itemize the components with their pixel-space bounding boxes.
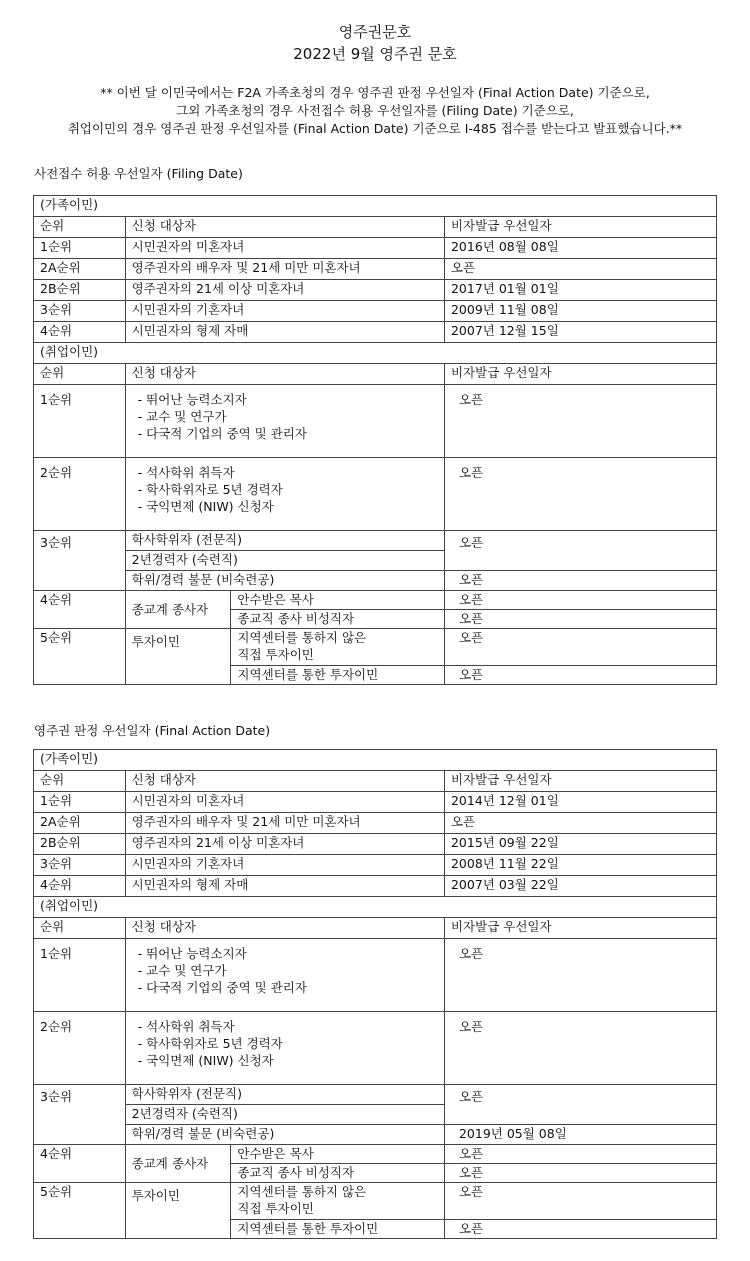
table-row [34, 771, 717, 792]
page-subtitle: 2022년 9월 영주권 문호 [293, 45, 457, 63]
date-cell: 오픈 [444, 1012, 716, 1085]
date-cell: 오픈 [444, 1183, 716, 1220]
list-item: 직접 투자이민 [237, 647, 314, 662]
rank-cell: 5순위 [34, 1183, 126, 1239]
table-row [34, 1085, 717, 1105]
table-final-action-date [33, 749, 717, 1239]
applicant-cell: 종교직 종사 비성직자 [231, 610, 445, 629]
table-row [34, 897, 717, 918]
applicant-list [125, 1012, 444, 1085]
applicant-cell: 시민권자의 기혼자녀 [125, 855, 444, 876]
table-row [34, 1012, 717, 1085]
col-rank-header: 순위 [34, 771, 126, 792]
applicant-cell: 영주권자의 21세 이상 미혼자녀 [125, 280, 444, 301]
table-row [34, 301, 717, 322]
date-cell: 2017년 01월 01일 [444, 280, 716, 301]
list-item: 직접 투자이민 [237, 1201, 314, 1216]
rank-cell: 2B순위 [34, 280, 126, 301]
date-cell: 오픈 [444, 1145, 716, 1164]
notice-line: 그외 가족초청의 경우 사전접수 허용 우선일자를 (Filing Date) 기준으로, [176, 103, 574, 118]
applicant-cell: 영주권자의 배우자 및 21세 미만 미혼자녀 [125, 813, 444, 834]
page-title: 영주권문호 [338, 23, 412, 41]
applicant-cell: 시민권자의 형제 자매 [125, 322, 444, 343]
applicant-cell: 시민권자의 형제 자매 [125, 876, 444, 897]
rank-cell: 4순위 [34, 1145, 126, 1183]
list-item: - 다국적 기업의 중역 및 관리자 [137, 426, 307, 441]
list-item: - 뛰어난 능력소지자 [137, 946, 247, 961]
date-cell: 오픈 [444, 1085, 716, 1125]
table-row [34, 1183, 717, 1220]
applicant-cell: 종교직 종사 비성직자 [231, 1164, 445, 1183]
table-row [34, 591, 717, 610]
applicant-cell: 안수받은 목사 [231, 1145, 445, 1164]
applicant-cell: 시민권자의 미혼자녀 [125, 792, 444, 813]
date-cell: 2015년 09월 22일 [444, 834, 716, 855]
applicant-cell: 지역센터를 통한 투자이민 [231, 1220, 445, 1239]
table-filing-date [33, 195, 717, 685]
rank-cell: 3순위 [34, 531, 126, 591]
date-cell: 오픈 [444, 1220, 716, 1239]
list-item: - 뛰어난 능력소지자 [137, 392, 247, 407]
employment-label: (취업이민) [34, 343, 717, 364]
list-item: - 교수 및 연구가 [137, 963, 227, 978]
table-row [34, 834, 717, 855]
rank-cell: 1순위 [34, 792, 126, 813]
col-applicant-header: 신청 대상자 [125, 771, 444, 792]
list-item: 지역센터를 통하지 않은 [237, 1184, 367, 1199]
date-cell: 오픈 [444, 458, 716, 531]
col-applicant-header: 신청 대상자 [125, 364, 444, 385]
notice-line: ** 이번 달 이민국에서는 F2A 가족초청의 경우 영주권 판정 우선일자 (Final Action Date) 기준으로, [100, 85, 650, 100]
rank-cell: 2순위 [34, 458, 126, 531]
family-label: (가족이민) [34, 196, 717, 217]
rank-cell: 1순위 [34, 939, 126, 1012]
col-rank-header: 순위 [34, 918, 126, 939]
list-item: - 학사학위자로 5년 경력자 [137, 482, 283, 497]
date-cell: 오픈 [444, 813, 716, 834]
list-item: - 석사학위 취득자 [137, 465, 235, 480]
rank-cell: 4순위 [34, 322, 126, 343]
table-row [34, 855, 717, 876]
table-row [34, 385, 717, 458]
list-item: - 국익면제 (NIW) 신청자 [137, 499, 274, 514]
table-row [34, 280, 717, 301]
section-heading-final: 영주권 판정 우선일자 (Final Action Date) [34, 723, 271, 738]
applicant-list [231, 629, 445, 666]
table-row [34, 458, 717, 531]
date-cell: 오픈 [444, 591, 716, 610]
rank-cell: 3순위 [34, 301, 126, 322]
col-date-header: 비자발급 우선일자 [444, 217, 716, 238]
table-row [34, 939, 717, 1012]
table-row [34, 238, 717, 259]
table-row [34, 629, 717, 666]
section-heading-filing: 사전접수 허용 우선일자 (Filing Date) [34, 166, 243, 181]
date-cell: 오픈 [444, 666, 716, 685]
date-cell: 2014년 12월 01일 [444, 792, 716, 813]
date-cell: 오픈 [444, 259, 716, 280]
col-rank-header: 순위 [34, 364, 126, 385]
list-item: - 석사학위 취득자 [137, 1019, 235, 1034]
applicant-list [125, 385, 444, 458]
applicant-cell: 2년경력자 (숙련직) [125, 1105, 444, 1125]
applicant-cell: 학사학위자 (전문직) [125, 1085, 444, 1105]
rank-cell: 1순위 [34, 238, 126, 259]
date-cell: 오픈 [444, 1164, 716, 1183]
rank-cell: 1순위 [34, 385, 126, 458]
date-cell: 오픈 [444, 610, 716, 629]
col-date-header: 비자발급 우선일자 [444, 771, 716, 792]
date-cell: 2008년 11월 22일 [444, 855, 716, 876]
table-row [34, 343, 717, 364]
col-date-header: 비자발급 우선일자 [444, 364, 716, 385]
applicant-list [231, 1183, 445, 1220]
table-row [34, 531, 717, 551]
list-item: - 교수 및 연구가 [137, 409, 227, 424]
applicant-cell: 시민권자의 미혼자녀 [125, 238, 444, 259]
date-cell: 오픈 [444, 629, 716, 666]
notice-line: 취업이민의 경우 영주권 판정 우선일자를 (Final Action Date) 기준으로 I-485 접수를 받는다고 발표했습니다.** [67, 121, 683, 136]
table-row [34, 196, 717, 217]
list-item: - 다국적 기업의 중역 및 관리자 [137, 980, 307, 995]
applicant-cell: 2년경력자 (숙련직) [125, 551, 444, 571]
date-cell: 2016년 08월 08일 [444, 238, 716, 259]
group-cell: 종교계 종사자 [125, 591, 231, 629]
rank-cell: 4순위 [34, 591, 126, 629]
rank-cell: 2B순위 [34, 834, 126, 855]
group-cell: 종교계 종사자 [125, 1145, 231, 1183]
date-cell: 오픈 [444, 571, 716, 591]
col-rank-header: 순위 [34, 217, 126, 238]
employment-label: (취업이민) [34, 897, 717, 918]
date-cell: 2019년 05월 08일 [444, 1125, 716, 1145]
table-row [34, 259, 717, 280]
rank-cell: 3순위 [34, 1085, 126, 1145]
applicant-cell: 영주권자의 배우자 및 21세 미만 미혼자녀 [125, 259, 444, 280]
date-cell: 2007년 12월 15일 [444, 322, 716, 343]
applicant-cell: 안수받은 목사 [231, 591, 445, 610]
table-row [34, 813, 717, 834]
notice [0, 84, 750, 138]
date-cell: 오픈 [444, 939, 716, 1012]
group-cell: 투자이민 [125, 1183, 231, 1239]
col-applicant-header: 신청 대상자 [125, 217, 444, 238]
table-row [34, 322, 717, 343]
col-applicant-header: 신청 대상자 [125, 918, 444, 939]
date-cell: 2007년 03월 22일 [444, 876, 716, 897]
applicant-cell: 학위/경력 불문 (비숙련공) [125, 1125, 444, 1145]
rank-cell: 3순위 [34, 855, 126, 876]
rank-cell: 2순위 [34, 1012, 126, 1085]
col-date-header: 비자발급 우선일자 [444, 918, 716, 939]
applicant-cell: 지역센터를 통한 투자이민 [231, 666, 445, 685]
list-item: 지역센터를 통하지 않은 [237, 630, 367, 645]
rank-cell: 2A순위 [34, 259, 126, 280]
applicant-cell: 학위/경력 불문 (비숙련공) [125, 571, 444, 591]
family-label: (가족이민) [34, 750, 717, 771]
applicant-cell: 학사학위자 (전문직) [125, 531, 444, 551]
rank-cell: 2A순위 [34, 813, 126, 834]
date-cell: 오픈 [444, 531, 716, 571]
table-row [34, 364, 717, 385]
table-row [34, 1125, 717, 1145]
applicant-list [125, 939, 444, 1012]
table-row [34, 792, 717, 813]
date-cell: 2009년 11월 08일 [444, 301, 716, 322]
table-row [34, 876, 717, 897]
table-row [34, 918, 717, 939]
table-row [34, 571, 717, 591]
list-item: - 학사학위자로 5년 경력자 [137, 1036, 283, 1051]
applicant-cell: 영주권자의 21세 이상 미혼자녀 [125, 834, 444, 855]
group-cell: 투자이민 [125, 629, 231, 685]
applicant-cell: 시민권자의 기혼자녀 [125, 301, 444, 322]
table-row [34, 217, 717, 238]
table-row [34, 1145, 717, 1164]
rank-cell: 4순위 [34, 876, 126, 897]
date-cell: 오픈 [444, 385, 716, 458]
table-row [34, 750, 717, 771]
applicant-list [125, 458, 444, 531]
rank-cell: 5순위 [34, 629, 126, 685]
list-item: - 국익면제 (NIW) 신청자 [137, 1053, 274, 1068]
